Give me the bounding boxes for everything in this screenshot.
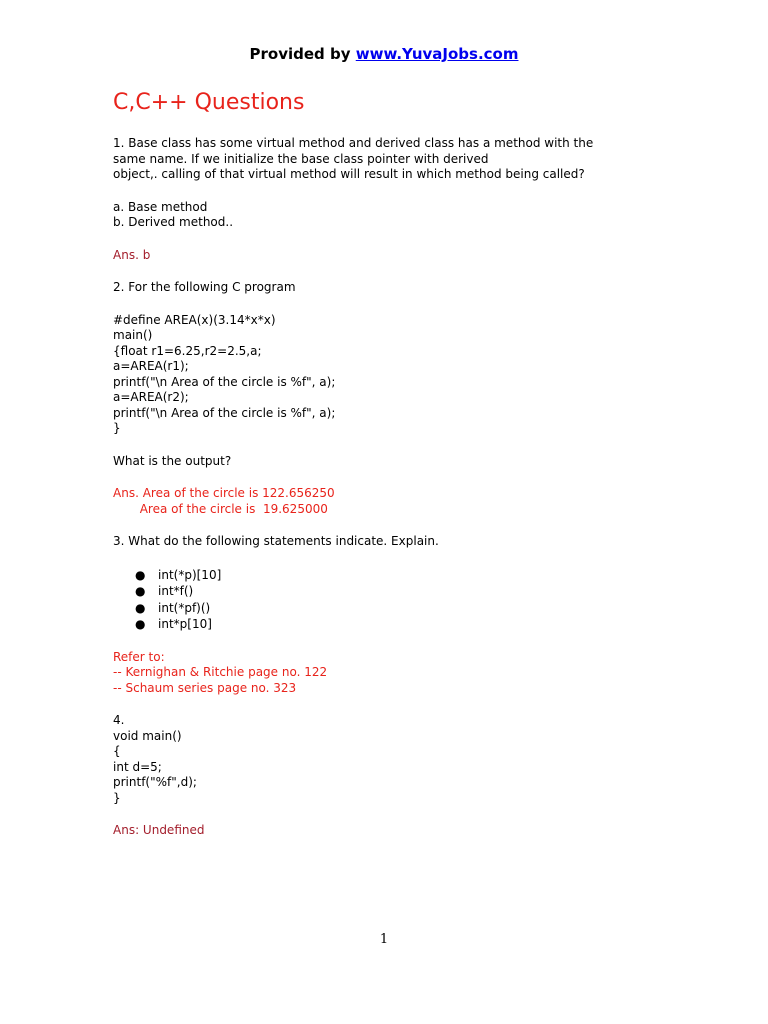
q4-line: { xyxy=(113,744,121,758)
q1-option-b: b. Derived method.. xyxy=(113,215,234,229)
q1-line-3: object,. calling of that virtual method will result in which method being called? xyxy=(113,167,585,181)
q2-code-line: #define AREA(x)(3.14*x*x) xyxy=(113,312,276,327)
q4-line: void main() xyxy=(113,728,182,743)
list-item: ● int*p[10] xyxy=(135,617,212,631)
q2-question: What is the output? xyxy=(113,453,232,468)
content xyxy=(113,136,673,839)
bullet-icon: ● xyxy=(135,617,146,631)
q3-refer-line: Refer to: xyxy=(113,649,165,664)
q1-line-1: 1. Base class has some virtual method and derived class has a method with the xyxy=(113,136,594,150)
bullet-icon: ● xyxy=(135,584,146,598)
header xyxy=(0,45,768,63)
q4-line: 4. xyxy=(113,713,125,727)
q1-option-a: a. Base method xyxy=(113,199,208,214)
q2-code-line: main() xyxy=(113,328,153,342)
list-item: ● int*f() xyxy=(135,584,194,598)
page-title: C,C++ Questions xyxy=(113,90,305,115)
q4-answer: Ans: Undefined xyxy=(113,823,205,837)
page-number: 1 xyxy=(379,932,389,947)
q2-code-line: a=AREA(r2); xyxy=(113,390,189,404)
q2-answer-line-1: Ans. Area of the circle is 122.656250 xyxy=(113,486,335,500)
q1-answer: Ans. b xyxy=(113,247,151,262)
q2-code-line: a=AREA(r1); xyxy=(113,359,189,373)
q3-refer-line: -- Schaum series page no. 323 xyxy=(113,680,297,695)
q4-line: printf("%f",d); xyxy=(113,775,197,789)
bullet-icon: ● xyxy=(135,600,146,615)
q4-line: int d=5; xyxy=(113,759,162,774)
q3-bullet-list xyxy=(113,567,673,633)
q2-code-line: printf("\n Area of the circle is %f", a); xyxy=(113,374,336,389)
q2-prompt: 2. For the following C program xyxy=(113,280,296,294)
q2-answer-line-2: Area of the circle is 19.625000 xyxy=(113,501,328,516)
bullet-icon: ● xyxy=(135,567,146,582)
q2-code-line: } xyxy=(113,421,121,435)
q3-refer-line: -- Kernighan & Ritchie page no. 122 xyxy=(113,665,328,679)
q2-code-line: {float r1=6.25,r2=2.5,a; xyxy=(113,343,262,358)
q4-line: } xyxy=(113,790,121,805)
header-prefix: Provided by xyxy=(249,45,356,63)
q2-code-line: printf("\n Area of the circle is %f", a); xyxy=(113,405,336,420)
q1-line-2: same name. If we initialize the base class pointer with derived xyxy=(113,151,489,166)
list-item: ● int(*p)[10] xyxy=(135,567,222,582)
q3-prompt: 3. What do the following statements indicate. Explain. xyxy=(113,534,439,548)
list-item: ● int(*pf)() xyxy=(135,600,211,615)
yuvajobs-link[interactable]: www.YuvaJobs.com xyxy=(355,45,519,63)
